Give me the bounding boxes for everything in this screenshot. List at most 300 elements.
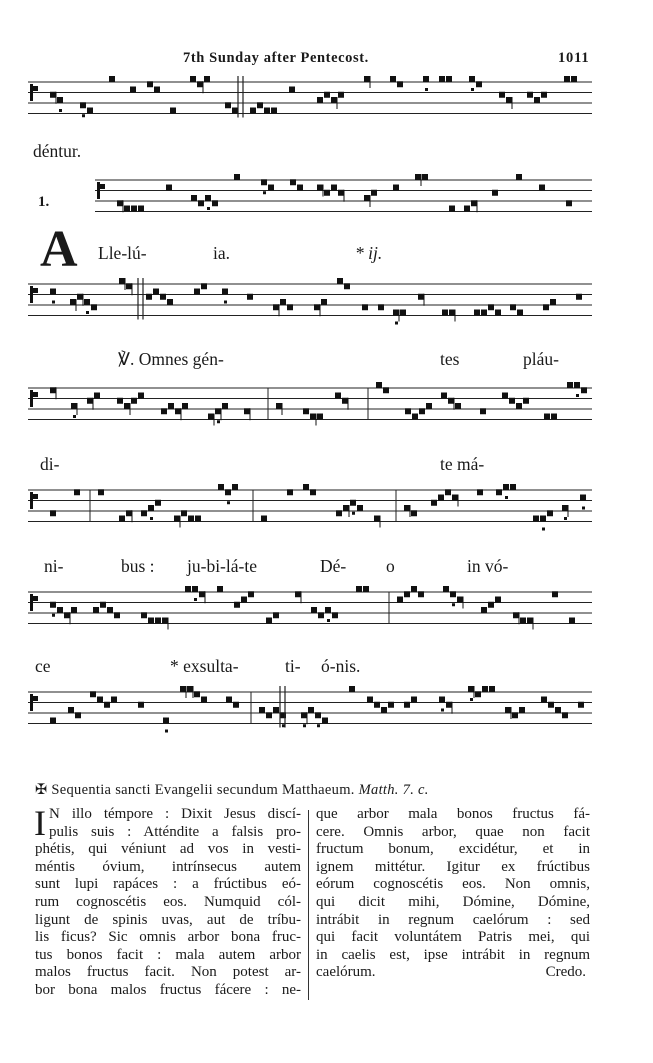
- syllable: * ij.: [355, 243, 383, 263]
- neume: [264, 108, 270, 114]
- neume: [180, 686, 186, 692]
- initial-letter: A: [40, 221, 78, 278]
- text-line: phétis, qui véniunt ad vos in vesti-: [35, 841, 301, 858]
- neume: [154, 87, 160, 93]
- neume: [114, 612, 120, 618]
- neume: [192, 586, 198, 592]
- syllable: in vó-: [467, 556, 509, 576]
- neume-dot: [52, 614, 55, 617]
- neume: [273, 612, 279, 618]
- neume: [555, 707, 561, 713]
- neume: [141, 510, 147, 516]
- neume: [412, 414, 418, 420]
- text-line: bor bona malos fructus fácere : ne-: [35, 981, 301, 998]
- neume: [448, 398, 454, 404]
- neume: [90, 691, 96, 697]
- neume: [64, 612, 70, 618]
- text-line: qui dicit mihi, Dómine, Dómine,: [316, 893, 590, 910]
- lyric-line-1: [33, 141, 81, 162]
- neume: [480, 408, 486, 414]
- text-line: rum cognoscétis eos. Numquid cól-: [35, 893, 301, 910]
- neume: [533, 516, 539, 522]
- neume: [71, 403, 77, 409]
- neume: [446, 702, 452, 708]
- neume: [376, 382, 382, 388]
- neume: [468, 686, 474, 692]
- neume: [170, 108, 176, 114]
- neume: [534, 97, 540, 103]
- syllable: Dé-: [320, 556, 347, 576]
- neume: [148, 505, 154, 511]
- neume: [70, 299, 76, 305]
- neume: [50, 387, 56, 393]
- neume: [315, 712, 321, 718]
- neume: [204, 76, 210, 82]
- neume: [100, 602, 106, 608]
- neume: [119, 278, 125, 284]
- neume: [273, 707, 279, 713]
- neume: [94, 393, 100, 399]
- neume: [541, 92, 547, 98]
- neume: [234, 174, 240, 180]
- neume: [446, 76, 452, 82]
- neume: [445, 489, 451, 495]
- text-line: tus bonos facit : mala autem arbor: [35, 946, 301, 963]
- neume: [324, 92, 330, 98]
- neume: [374, 516, 380, 522]
- neume: [539, 185, 545, 191]
- clef-mark: [30, 390, 33, 407]
- neume: [397, 81, 403, 87]
- neume-dot: [303, 724, 306, 727]
- neume: [404, 591, 410, 597]
- syllable: ℣. Omnes gén-: [118, 349, 224, 369]
- neume: [217, 586, 223, 592]
- neume: [404, 702, 410, 708]
- neume: [208, 414, 214, 420]
- neume-dot: [224, 301, 227, 304]
- neume: [567, 382, 573, 388]
- neume: [450, 591, 456, 597]
- neume: [97, 697, 103, 703]
- text-line: méntis óvium, intrínsecus autem: [35, 858, 301, 875]
- neume: [418, 294, 424, 300]
- syllable: ó-nis.: [321, 656, 361, 676]
- neume: [411, 697, 417, 703]
- neume: [280, 299, 286, 305]
- neume: [138, 702, 144, 708]
- neume: [303, 484, 309, 490]
- neume: [160, 294, 166, 300]
- neume: [547, 510, 553, 516]
- neume: [438, 495, 444, 501]
- gospel-reference: Matth. 7. c.: [358, 782, 429, 798]
- neume: [580, 495, 586, 501]
- neume: [93, 607, 99, 613]
- neume: [317, 97, 323, 103]
- clef-mark: [33, 596, 38, 601]
- neume: [455, 403, 461, 409]
- neume: [310, 414, 316, 420]
- neume: [311, 607, 317, 613]
- text-line: que arbor mala bonos fructus fá-: [316, 806, 590, 822]
- syllable: pláu-: [523, 349, 559, 369]
- clef-mark: [33, 392, 38, 397]
- neume: [195, 516, 201, 522]
- neume: [337, 278, 343, 284]
- neume: [527, 618, 533, 624]
- neume: [512, 712, 518, 718]
- neume: [185, 586, 191, 592]
- neume: [215, 408, 221, 414]
- neume: [147, 81, 153, 87]
- neume-dot: [317, 724, 320, 727]
- neume-dot: [82, 114, 85, 117]
- neume: [520, 618, 526, 624]
- neume: [163, 718, 169, 724]
- neume: [475, 691, 481, 697]
- gospel-heading: [35, 782, 429, 799]
- neume: [98, 489, 104, 495]
- neume: [469, 76, 475, 82]
- clef-mark: [30, 694, 33, 711]
- neume-dot: [165, 730, 168, 733]
- neume: [141, 612, 147, 618]
- clef-mark: [33, 494, 38, 499]
- syllable: o: [386, 556, 395, 576]
- neume: [104, 702, 110, 708]
- text-line: ignem mittétur. Igitur ex frúctibus: [316, 858, 590, 875]
- neume: [80, 102, 86, 108]
- neume: [295, 591, 301, 597]
- neume: [343, 505, 349, 511]
- neume: [250, 108, 256, 114]
- neume: [481, 310, 487, 316]
- neume: [331, 185, 337, 191]
- clef-mark: [100, 184, 105, 189]
- neume: [321, 299, 327, 305]
- neume: [411, 586, 417, 592]
- neume-dot: [194, 598, 197, 601]
- clef-mark: [97, 182, 100, 199]
- text-line: lis ficus? Sic omnis arbor bona fruc-: [35, 929, 301, 946]
- text-line: sunt lupi rapáces : a frúctibus eó-: [35, 876, 301, 893]
- text-line: intrábit in regnum caelórum : sed: [316, 911, 590, 928]
- neume: [271, 108, 277, 114]
- neume: [290, 179, 296, 185]
- drop-cap: I: [34, 803, 46, 843]
- neume: [400, 310, 406, 316]
- neume: [287, 304, 293, 310]
- neume: [492, 190, 498, 196]
- neume: [190, 76, 196, 82]
- neume-dot: [471, 88, 474, 91]
- chant-number: 1.: [38, 194, 50, 210]
- neume: [198, 200, 204, 206]
- neume: [564, 76, 570, 82]
- neume: [367, 697, 373, 703]
- clef-mark: [30, 492, 33, 509]
- neume: [578, 702, 584, 708]
- neume: [261, 179, 267, 185]
- neume: [119, 516, 125, 522]
- neume: [191, 195, 197, 201]
- neume: [161, 408, 167, 414]
- neume: [476, 81, 482, 87]
- neume: [317, 414, 323, 420]
- gospel-text-left: [34, 803, 301, 1000]
- neume-dot: [73, 415, 76, 418]
- neume: [505, 707, 511, 713]
- neume: [551, 414, 557, 420]
- neume: [182, 403, 188, 409]
- neume: [57, 97, 63, 103]
- neume: [338, 92, 344, 98]
- syllable: tes: [440, 349, 460, 369]
- neume: [449, 206, 455, 212]
- neume: [226, 697, 232, 703]
- neume: [322, 718, 328, 724]
- syllable: ju-bi-lá-te: [187, 556, 257, 576]
- neume: [571, 76, 577, 82]
- text-line: [316, 964, 590, 982]
- neume: [194, 289, 200, 295]
- neume: [77, 294, 83, 300]
- neume: [383, 387, 389, 393]
- neume: [581, 387, 587, 393]
- neume: [138, 393, 144, 399]
- neume: [527, 92, 533, 98]
- syllable: ni-: [44, 556, 64, 576]
- neume: [544, 414, 550, 420]
- neume: [50, 92, 56, 98]
- neume: [422, 174, 428, 180]
- neume: [566, 200, 572, 206]
- neume: [419, 408, 425, 414]
- text-line: fructum bonum, excidétur, et in: [316, 841, 590, 858]
- clef-mark: [33, 696, 38, 701]
- neume: [124, 403, 130, 409]
- neume: [148, 618, 154, 624]
- neume: [68, 707, 74, 713]
- neume: [324, 190, 330, 196]
- neume: [225, 102, 231, 108]
- neume: [266, 618, 272, 624]
- neume: [74, 489, 80, 495]
- neume: [418, 591, 424, 597]
- neume: [388, 702, 394, 708]
- neume: [464, 206, 470, 212]
- neume-dot: [505, 496, 508, 499]
- clef-mark: [33, 86, 38, 91]
- neume: [174, 516, 180, 522]
- gospel-text-right: [316, 806, 590, 982]
- text-line-end: caelórum.: [316, 964, 376, 981]
- neume: [405, 408, 411, 414]
- neume: [449, 310, 455, 316]
- neume: [50, 289, 56, 295]
- neume: [241, 597, 247, 603]
- neume: [411, 510, 417, 516]
- neume-dot: [452, 603, 455, 606]
- neume: [397, 597, 403, 603]
- neume: [415, 174, 421, 180]
- neume: [194, 691, 200, 697]
- neume: [342, 398, 348, 404]
- neume-dot: [52, 301, 55, 304]
- neume: [50, 718, 56, 724]
- neume: [426, 403, 432, 409]
- neume: [261, 516, 267, 522]
- text-line: qui facit voluntátem Patris mei, qui: [316, 929, 590, 946]
- neume: [222, 403, 228, 409]
- neume-dot: [470, 698, 473, 701]
- column-divider: [308, 810, 309, 1000]
- neume: [232, 484, 238, 490]
- neume: [350, 500, 356, 506]
- neume-dot: [352, 512, 355, 515]
- neume: [335, 393, 341, 399]
- neume: [423, 76, 429, 82]
- syllable: bus :: [121, 556, 155, 576]
- neume: [441, 393, 447, 399]
- neume: [513, 612, 519, 618]
- neume: [301, 712, 307, 718]
- neume: [50, 510, 56, 516]
- text-line: pulis suis : Atténdite a falsis pro-: [49, 823, 301, 840]
- text-line: cere. Omnis arbor, quae non facit: [316, 823, 590, 840]
- neume: [314, 304, 320, 310]
- neume: [181, 510, 187, 516]
- neume: [201, 697, 207, 703]
- neume: [138, 206, 144, 212]
- neume: [356, 586, 362, 592]
- neume: [109, 76, 115, 82]
- neume: [131, 206, 137, 212]
- neume: [126, 510, 132, 516]
- neume: [57, 607, 63, 613]
- neume: [107, 607, 113, 613]
- neume: [488, 304, 494, 310]
- neume: [517, 310, 523, 316]
- neume-dot: [217, 420, 220, 423]
- neume: [477, 489, 483, 495]
- neume: [495, 310, 501, 316]
- neume: [452, 495, 458, 501]
- neume: [519, 707, 525, 713]
- neume: [576, 294, 582, 300]
- neume: [201, 283, 207, 289]
- neume: [489, 686, 495, 692]
- neume: [84, 299, 90, 305]
- neume: [146, 294, 152, 300]
- neume: [540, 516, 546, 522]
- text-line: malos fructus facit. Non potest ar-: [35, 964, 301, 981]
- neume: [175, 408, 181, 414]
- neume-dot: [59, 109, 62, 112]
- neume-dot: [576, 394, 579, 397]
- neume-dot: [263, 191, 266, 194]
- text-line: N illo témpore : Dixit Jesus discí-: [49, 806, 301, 822]
- neume: [268, 185, 274, 191]
- neume: [117, 398, 123, 404]
- neume: [541, 697, 547, 703]
- neume: [516, 403, 522, 409]
- neume: [562, 505, 568, 511]
- neume: [75, 712, 81, 718]
- neume: [222, 289, 228, 295]
- neume: [349, 686, 355, 692]
- neume: [276, 403, 282, 409]
- neume: [439, 697, 445, 703]
- neume: [474, 310, 480, 316]
- neume: [212, 200, 218, 206]
- neume: [50, 602, 56, 608]
- neume-dot: [227, 501, 230, 504]
- neume: [273, 304, 279, 310]
- neume-dot: [564, 517, 567, 520]
- syllable: déntur.: [33, 141, 82, 161]
- neume: [155, 618, 161, 624]
- neume-dot: [441, 709, 444, 712]
- neume: [168, 403, 174, 409]
- neume: [205, 195, 211, 201]
- clef-mark: [30, 84, 33, 101]
- neume: [378, 304, 384, 310]
- text-line: in caelis est, ipse intrábit in regnum: [316, 946, 590, 963]
- text-line: eórum cognoscétis eos. Non omnis,: [316, 876, 590, 893]
- clef-mark: [33, 288, 38, 293]
- neume: [543, 304, 549, 310]
- neume: [257, 102, 263, 108]
- neume: [471, 200, 477, 206]
- neume: [363, 586, 369, 592]
- neume-dot: [207, 207, 210, 210]
- neume: [126, 283, 132, 289]
- neume: [87, 108, 93, 114]
- neume: [248, 591, 254, 597]
- neume: [266, 712, 272, 718]
- neume: [188, 516, 194, 522]
- neume: [393, 185, 399, 191]
- neume: [131, 398, 137, 404]
- neume: [523, 398, 529, 404]
- neume: [431, 500, 437, 506]
- cross-icon: ✠: [35, 782, 48, 798]
- neume: [569, 618, 575, 624]
- neume: [364, 195, 370, 201]
- page-number: 1011: [558, 50, 590, 66]
- text-line: ligunt de spinis uvas, aut de tríbu-: [35, 911, 301, 928]
- neume: [287, 489, 293, 495]
- neume: [234, 602, 240, 608]
- neume: [550, 299, 556, 305]
- neume: [244, 408, 250, 414]
- neume: [371, 190, 377, 196]
- neume-dot: [582, 507, 585, 510]
- neume: [124, 206, 130, 212]
- neume: [162, 618, 168, 624]
- neume: [510, 484, 516, 490]
- neume: [218, 484, 224, 490]
- neume: [289, 87, 295, 93]
- neume: [510, 304, 516, 310]
- neume: [481, 607, 487, 613]
- neume: [71, 607, 77, 613]
- syllable: di-: [40, 454, 60, 474]
- neume: [325, 607, 331, 613]
- neume: [488, 602, 494, 608]
